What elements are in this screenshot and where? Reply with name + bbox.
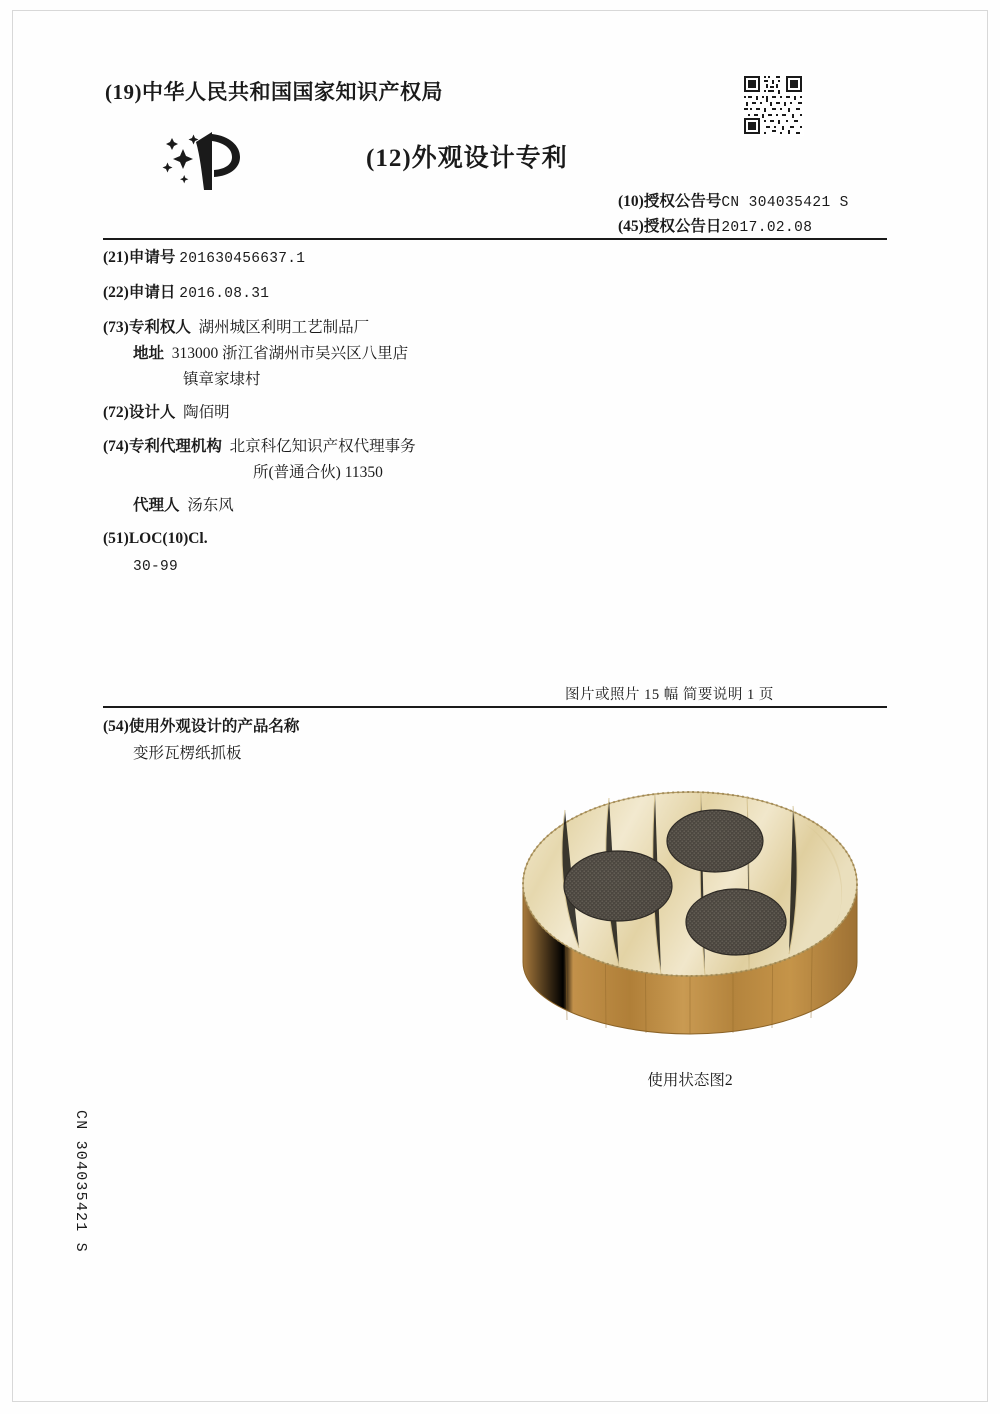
publication-number-value: CN 304035421 S: [721, 195, 849, 211]
patentee-value: 湖州城区利明工艺制品厂: [198, 318, 370, 336]
bibliographic-block: [103, 246, 893, 581]
product-photo: [505, 752, 875, 1052]
agency-code: (74): [103, 437, 129, 455]
address-value-line2: 镇章家埭村: [183, 371, 261, 388]
figure-caption: 使用状态图2: [647, 1072, 733, 1089]
address-row: [103, 342, 893, 365]
agent-row: [103, 494, 893, 517]
loc-code: (51): [103, 530, 129, 548]
application-number-value: 201630456637.1: [179, 251, 306, 267]
loc-value: 30-99: [133, 558, 179, 575]
address-row-continued: [103, 368, 893, 391]
application-number-label: 申请号: [128, 249, 176, 266]
patentee-code: (73): [103, 318, 129, 336]
application-number-code: (21): [103, 249, 129, 266]
design-title-label: [103, 714, 299, 736]
application-date-label: 申请日: [128, 283, 176, 301]
designer-value: 陶佰明: [183, 404, 230, 422]
application-date-row: [103, 281, 893, 306]
body-divider: [103, 706, 887, 708]
publication-date-line: [618, 214, 812, 236]
patentee-row: [103, 316, 893, 339]
publication-date-label: (45)授权公告日: [618, 218, 722, 235]
agent-label: 代理人: [133, 497, 180, 514]
agency-row-continued: [103, 461, 893, 484]
application-number-row: [103, 246, 893, 271]
publication-number-label: (10)授权公告号: [618, 193, 722, 210]
header-divider: [103, 238, 887, 240]
agency-label: 专利代理机构: [128, 437, 222, 455]
issuing-office-line: (19)中华人民共和国国家知识产权局: [105, 80, 443, 104]
publication-date-value: 2017.02.08: [721, 220, 813, 236]
design-product-name: 变形瓦楞纸抓板: [133, 745, 242, 762]
loc-label: LOC(10)Cl.: [128, 530, 208, 548]
publication-number-line: [618, 189, 849, 211]
figure-count-line: 图片或照片 15 幅 简要说明 1 页: [565, 687, 774, 703]
address-value: 313000 浙江省湖州市吴兴区八里店: [171, 344, 409, 362]
agency-value: 北京科亿知识产权代理事务: [229, 437, 416, 455]
address-label: 地址: [133, 344, 165, 362]
application-date-code: (22): [103, 283, 129, 301]
loc-value-row: [103, 554, 893, 579]
side-publication-code: CN 304035421 S: [72, 1110, 89, 1253]
designer-code: (72): [103, 404, 129, 422]
application-date-value: 2016.08.31: [179, 285, 270, 302]
sipo-logo-icon: [150, 126, 260, 196]
patent-type-title: (12)外观设计专利: [366, 145, 568, 172]
agency-value-line2: 所(普通合伙) 11350: [253, 463, 383, 481]
designer-label: 设计人: [128, 404, 176, 422]
loc-classification-row: [103, 527, 893, 550]
designer-row: [103, 401, 893, 424]
design-title-code: (54): [103, 718, 129, 735]
design-title-label-text: 使用外观设计的产品名称: [128, 718, 300, 735]
agency-row: [103, 435, 893, 458]
agent-value: 汤东风: [187, 497, 234, 514]
patentee-label: 专利权人: [128, 318, 191, 336]
qr-code: [742, 74, 804, 136]
